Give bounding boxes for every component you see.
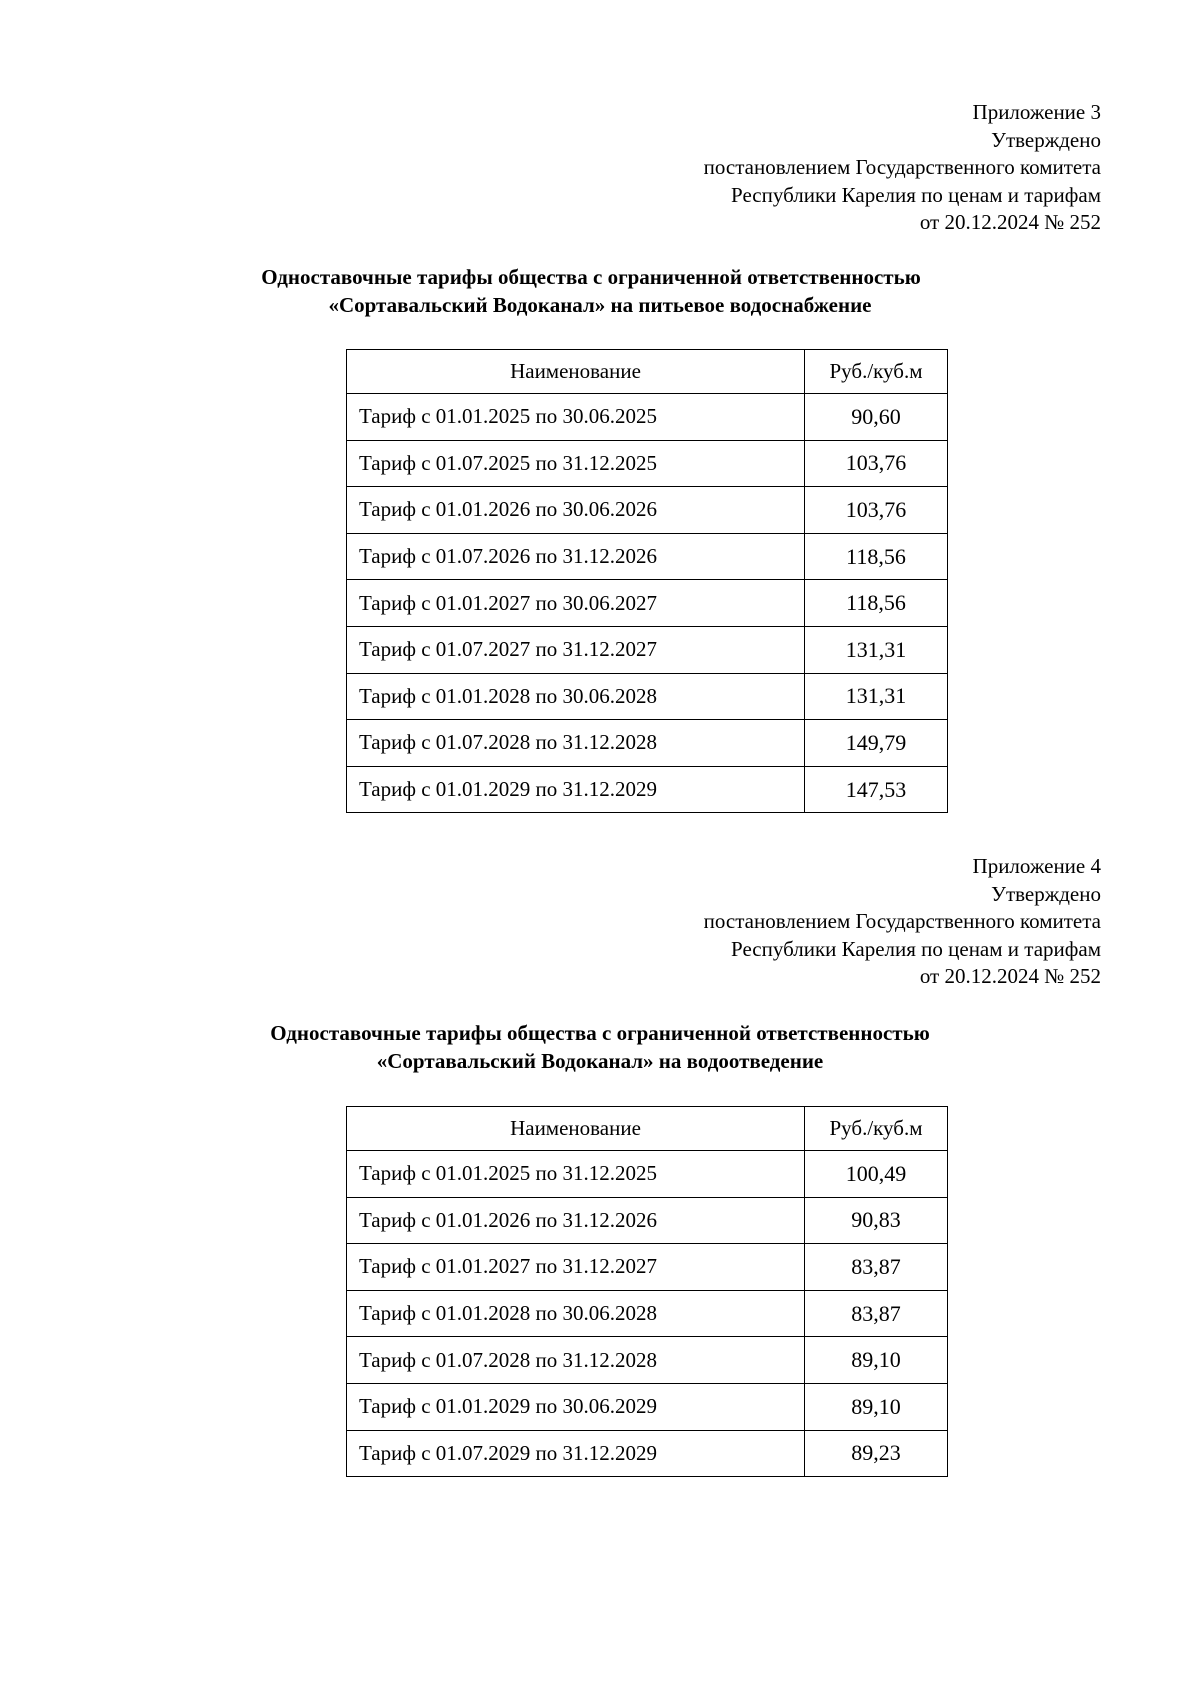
tariff-period: Тариф с 01.07.2028 по 31.12.2028 xyxy=(347,1337,805,1384)
tariff-period: Тариф с 01.07.2029 по 31.12.2029 xyxy=(347,1430,805,1477)
tariff-value: 89,10 xyxy=(805,1383,948,1430)
table-row xyxy=(347,1244,948,1291)
tariff-value: 131,31 xyxy=(805,673,948,720)
tariff-value: 100,49 xyxy=(805,1151,948,1198)
appendix-4-title-line-2: «Сортавальский Водоканал» на водоотведение xyxy=(376,1049,824,1073)
appendix-4-title xyxy=(0,1019,1200,1075)
tariff-value: 118,56 xyxy=(805,533,948,580)
appendix-3-header xyxy=(704,99,1101,237)
tariff-period: Тариф с 01.07.2027 по 31.12.2027 xyxy=(347,626,805,673)
table-row xyxy=(347,580,948,627)
tariff-value: 89,10 xyxy=(805,1337,948,1384)
table-header-row xyxy=(347,350,948,394)
tariff-period: Тариф с 01.07.2028 по 31.12.2028 xyxy=(347,720,805,767)
tariff-value: 149,79 xyxy=(805,720,948,767)
tariff-period: Тариф с 01.01.2029 по 31.12.2029 xyxy=(347,766,805,813)
table-row xyxy=(347,1151,948,1198)
column-header-name: Наименование xyxy=(347,350,805,394)
appendix-4-approved: Утверждено xyxy=(991,881,1101,906)
tariff-value: 90,83 xyxy=(805,1197,948,1244)
table-header-row xyxy=(347,1107,948,1151)
column-header-rate: Руб./куб.м xyxy=(805,1107,948,1151)
table-row xyxy=(347,1197,948,1244)
appendix-4-header xyxy=(704,853,1101,991)
tariff-period: Тариф с 01.01.2029 по 30.06.2029 xyxy=(347,1383,805,1430)
column-header-rate: Руб./куб.м xyxy=(805,350,948,394)
table-row xyxy=(347,1383,948,1430)
table-row xyxy=(347,487,948,534)
table-row xyxy=(347,394,948,441)
table-row xyxy=(347,1337,948,1384)
column-header-name: Наименование xyxy=(347,1107,805,1151)
appendix-4-number: Приложение 4 xyxy=(972,854,1101,878)
appendix-4-resolution: постановлением Государственного комитета xyxy=(703,909,1101,934)
table-row xyxy=(347,533,948,580)
appendix-3-title-line-2: «Сортавальский Водоканал» на питьевое водоснабжение xyxy=(328,293,872,317)
water-supply-tariff-table xyxy=(346,349,948,813)
tariff-value: 118,56 xyxy=(805,580,948,627)
appendix-3-date: от 20.12.2024 № 252 xyxy=(919,210,1101,235)
table-row xyxy=(347,1290,948,1337)
tariff-period: Тариф с 01.07.2026 по 31.12.2026 xyxy=(347,533,805,580)
tariff-value: 89,23 xyxy=(805,1430,948,1477)
appendix-4-committee: Республики Карелия по ценам и тарифам xyxy=(731,936,1101,961)
table-row xyxy=(347,1430,948,1477)
table-row xyxy=(347,766,948,813)
appendix-4-title-line-1: Одноставочные тарифы общества с ограниченной ответственностью xyxy=(270,1021,930,1045)
appendix-3-title xyxy=(0,263,1200,319)
tariff-value: 83,87 xyxy=(805,1244,948,1291)
tariff-period: Тариф с 01.01.2027 по 30.06.2027 xyxy=(347,580,805,627)
tariff-period: Тариф с 01.01.2025 по 31.12.2025 xyxy=(347,1151,805,1198)
tariff-period: Тариф с 01.01.2028 по 30.06.2028 xyxy=(347,1290,805,1337)
table-row xyxy=(347,673,948,720)
appendix-3-number: Приложение 3 xyxy=(972,100,1101,124)
table-row xyxy=(347,626,948,673)
tariff-period: Тариф с 01.01.2028 по 30.06.2028 xyxy=(347,673,805,720)
table-row xyxy=(347,720,948,767)
appendix-4-date: от 20.12.2024 № 252 xyxy=(919,964,1101,989)
tariff-value: 83,87 xyxy=(805,1290,948,1337)
tariff-period: Тариф с 01.01.2027 по 31.12.2027 xyxy=(347,1244,805,1291)
tariff-period: Тариф с 01.01.2026 по 31.12.2026 xyxy=(347,1197,805,1244)
appendix-3-resolution: постановлением Государственного комитета xyxy=(703,155,1101,180)
appendix-3-approved: Утверждено xyxy=(991,127,1101,152)
tariff-value: 131,31 xyxy=(805,626,948,673)
tariff-period: Тариф с 01.01.2026 по 30.06.2026 xyxy=(347,487,805,534)
tariff-period: Тариф с 01.07.2025 по 31.12.2025 xyxy=(347,440,805,487)
tariff-value: 103,76 xyxy=(805,440,948,487)
tariff-value: 147,53 xyxy=(805,766,948,813)
table-row xyxy=(347,440,948,487)
tariff-period: Тариф с 01.01.2025 по 30.06.2025 xyxy=(347,394,805,441)
tariff-value: 103,76 xyxy=(805,487,948,534)
appendix-3-committee: Республики Карелия по ценам и тарифам xyxy=(731,182,1101,207)
wastewater-tariff-table xyxy=(346,1106,948,1477)
tariff-value: 90,60 xyxy=(805,394,948,441)
appendix-3-title-line-1: Одноставочные тарифы общества с ограниченной ответственностью xyxy=(261,265,921,289)
